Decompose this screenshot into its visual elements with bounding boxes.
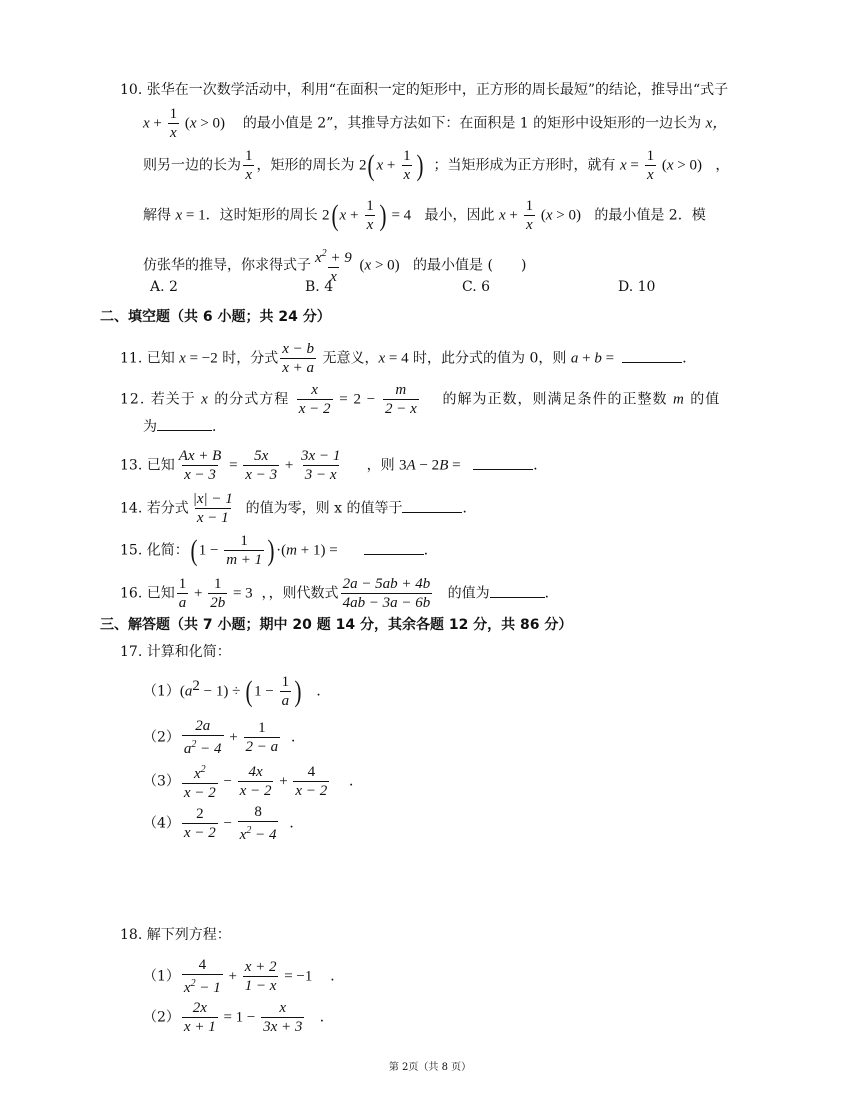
q13-answer-blank[interactable] [473, 455, 533, 470]
q10-line4: 解得 x = 1．这时矩形的周长 2( x + $\frac{1}{x}$ ) = 4 最小，因此 x + $\frac{1}{x}$ (x > 0) 的最小值是 2．模 [143, 198, 706, 233]
q11: 11. 已知 x = −2 时，分式 $\frac{x - b}{x + a}$ 无意义，x = 4 时，此分式的值为 0，则 a + b = ． [120, 341, 697, 376]
q18-part1: （1） $\frac{4}{x^2 - 1}$ + $\frac{x + 2}{1 - x}$ = −1 ． [143, 957, 345, 996]
q17-part2: （2） $\frac{2a}{a^2 - 4}$ + $\frac{1}{2 - a}$ ． [143, 718, 306, 757]
page-footer: 第 2页（共 8 页） [388, 1062, 472, 1073]
q10-option-c[interactable]: C. 6 [462, 279, 491, 295]
q10-line3: 则另一边的长为 $\frac{1}{x}$ ，矩形的周长为 2( x + $\frac{1}{x}$ ) ；当矩形成为正方形时，就有 x = $\frac{1}{x}$ (x > 0) ， [143, 148, 730, 183]
q17-part1: $(1)(a^2 - 1)$ ÷ ( 1 − $\frac{1}{a}$ ) ． [143, 674, 331, 709]
q18-part2: （2） $\frac{2x}{x + 1}$ = 1 − $\frac{x}{3x + 3}$ ． [143, 1000, 334, 1035]
q12-answer-blank[interactable] [157, 416, 212, 431]
q10-line5: 仿张华的推导，你求得式子 $\frac{x^2 + 9}{x}$ (x > 0) 的最小值是 ( ) [143, 248, 527, 285]
q12-line1: 12. 若关于 x 的分式方程 $\frac{x}{x - 2}$ = 2 − $\frac{m}{2 - x}$ 的解为正数，则满足条件的正整数 m 的值 [120, 382, 721, 417]
q11-answer-blank[interactable] [622, 348, 682, 363]
q16: 16. 已知 $\frac{1}{a}$ + $\frac{1}{2b}$ = 3 ，，则代数式 $\frac{2a - 5ab + 4b}{4ab - 3a - 6b}$ 的值为 ． [120, 576, 559, 611]
q18-title: 18. 解下列方程： [120, 927, 231, 943]
q15-answer-blank[interactable] [364, 540, 424, 555]
q17-part3: （3） $\frac{x^2}{x - 2}$ − $\frac{4x}{x - 2}$ + $\frac{4}{x - 2}$ ． [143, 764, 364, 801]
q14-answer-blank[interactable] [402, 498, 462, 513]
q10-option-a[interactable]: A. 2 [150, 279, 178, 295]
q10-option-d[interactable]: D. 10 [618, 279, 656, 295]
q15: 15. 化简：( 1 − $\frac{1}{m + 1}$ ) ·(m + 1) = ． [120, 533, 438, 568]
section2-heading: 二、填空题（共 6 小题；共 24 分） [100, 309, 331, 325]
q16-answer-blank[interactable] [490, 583, 545, 598]
q17-title: 17. 计算和化简： [120, 644, 231, 660]
section3-heading: 三、解答题（共 7 小题；期中 20 题 14 分，其余各题 12 分，共 86 分） [100, 617, 573, 633]
q12-line2: 为 ． [143, 416, 226, 437]
q10-line2: x + $\frac{1}{x}$ (x > 0) 的最小值是 2”，其推导方法如下：在面积是 1 的矩形中设矩形的一边长为 x， [143, 106, 728, 141]
q17-part4: （4） $\frac{2}{x - 2}$ − $\frac{8}{x^2 - 4}$ ． [143, 804, 304, 843]
q10-line1: 10. 张华在一次数学活动中，利用“在面积一定的矩形中，正方形的周长最短”的结论，推导出“式子 [120, 82, 729, 98]
q14: 14. 若分式 $\frac{|x| - 1}{x - 1}$ 的值为零，则 x 的值等于 ． [120, 491, 477, 526]
q13: 13. 已知 $\frac{Ax + B}{x - 3}$ = $\frac{5x}{x - 3}$ + $\frac{3x - 1}{3 - x}$ ，则 3A − 2B = ． [120, 448, 548, 483]
q10-option-b[interactable]: B. 4 [305, 279, 334, 295]
